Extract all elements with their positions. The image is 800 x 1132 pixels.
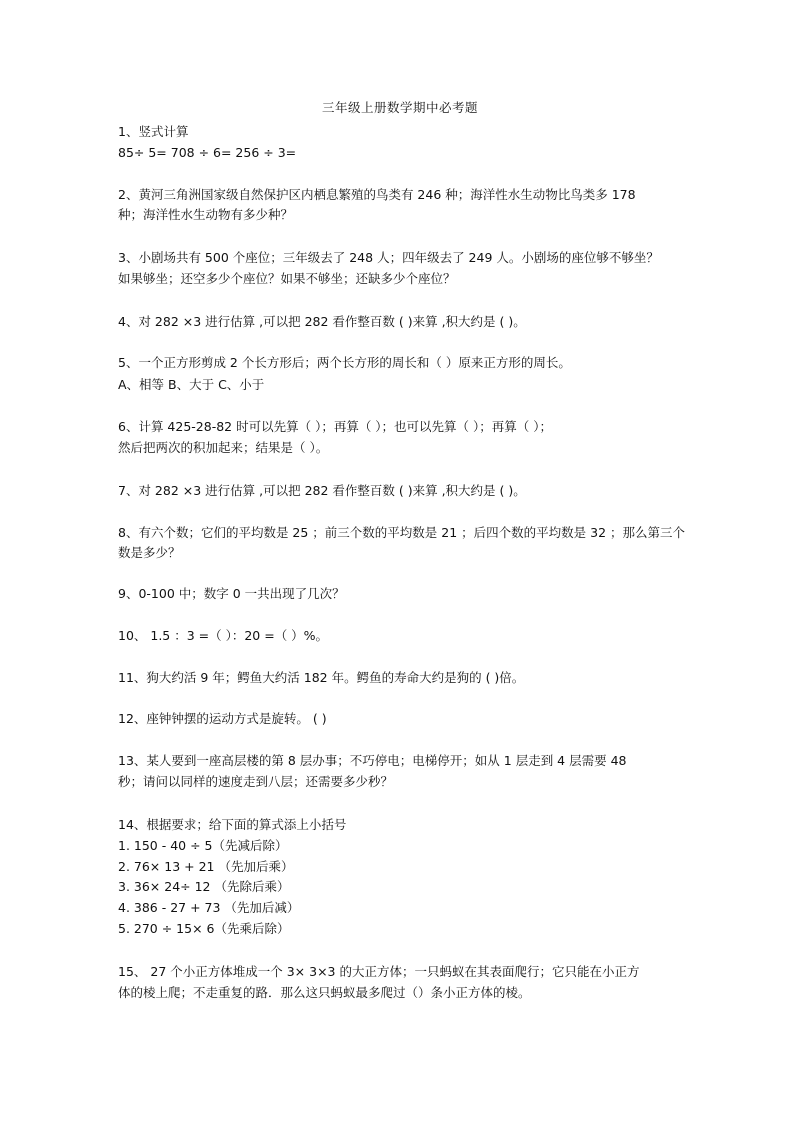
q14-item: 1. 150 - 40 ÷ 5（先减后除） (118, 838, 288, 853)
q6-line-1: 6、计算 425-28-82 时可以先算（ ）；再算（ ）；也可以先算（ ）；再算（ ）； (118, 419, 552, 434)
q14-label: 14、根据要求；给下面的算式添上小括号 (118, 817, 347, 832)
page-title: 三年级上册数学期中必考题 (321, 100, 478, 115)
q9-line: 9、0-100 中；数字 0 一共出现了几次？ (118, 586, 345, 601)
q14-item: 5. 270 ÷ 15× 6（先乘后除） (118, 921, 290, 936)
q8-line-2: 数是多少？ (118, 545, 181, 560)
q13-line-1: 13、某人要到一座高层楼的第 8 层办事；不巧停电；电梯停开；如从 1 层走到 4 层需要 48 (118, 753, 627, 768)
q15-line-2: 体的棱上爬；不走重复的路．那么这只蚂蚁最多爬过（）条小正方体的棱。 (118, 985, 531, 1000)
q14-item: 2. 76× 13 + 21 （先加后乘） (118, 859, 294, 874)
q3-line-1: 3、小剧场共有 500 个座位；三年级去了 248 人；四年级去了 249 人。小剧场的座位够不够坐？ (118, 250, 659, 265)
q13-line-2: 秒；请问以同样的速度走到八层；还需要多少秒？ (118, 774, 394, 789)
q1-label: 1、竖式计算 (118, 124, 189, 139)
q3-line-2: 如果够坐；还空多少个座位？如果不够坐；还缺多少个座位？ (118, 271, 456, 286)
q7-line: 7、对 282 ×3 进行估算 ,可以把 282 看作整百数 ( )来算 ,积大约是 ( )。 (118, 483, 526, 498)
q5-options: A、相等 B、大于 C、小于 (118, 377, 265, 392)
q5-line: 5、一个正方形剪成 2 个长方形后；两个长方形的周长和（ ）原来正方形的周长。 (118, 355, 571, 370)
q6-line-2: 然后把两次的积加起来；结果是（ ）。 (118, 440, 329, 455)
q4-line: 4、对 282 ×3 进行估算 ,可以把 282 看作整百数 ( )来算 ,积大约是 ( )。 (118, 314, 526, 329)
q14-item: 3. 36× 24÷ 12 （先除后乘） (118, 879, 290, 894)
q2-line-2: 种；海洋性水生动物有多少种？ (118, 207, 294, 222)
q2-line-1: 2、黄河三角洲国家级自然保护区内栖息繁殖的鸟类有 246 种；海洋性水生动物比鸟类多 178 (118, 187, 636, 202)
q15-line-1: 15、 27 个小正方体堆成一个 3× 3×3 的大正方体；一只蚂蚁在其表面爬行；它只能在小正方 (118, 964, 640, 979)
q8-line-1: 8、有六个数；它们的平均数是 25 ；前三个数的平均数是 21 ；后四个数的平均数是 32 ；那么第三个 (118, 525, 686, 540)
q14-item: 4. 386 - 27 + 73 （先加后减） (118, 900, 300, 915)
q12-line: 12、座钟钟摆的运动方式是旋转。 ( ) (118, 711, 327, 726)
q10-line: 10、 1.5 ：3 =（ ）：20 =（ ）%。 (118, 628, 329, 643)
q11-line: 11、狗大约活 9 年；鳄鱼大约活 182 年。鳄鱼的寿命大约是狗的 ( )倍。 (118, 670, 525, 685)
q1-items: 85÷ 5= 708 ÷ 6= 256 ÷ 3= (118, 145, 297, 160)
